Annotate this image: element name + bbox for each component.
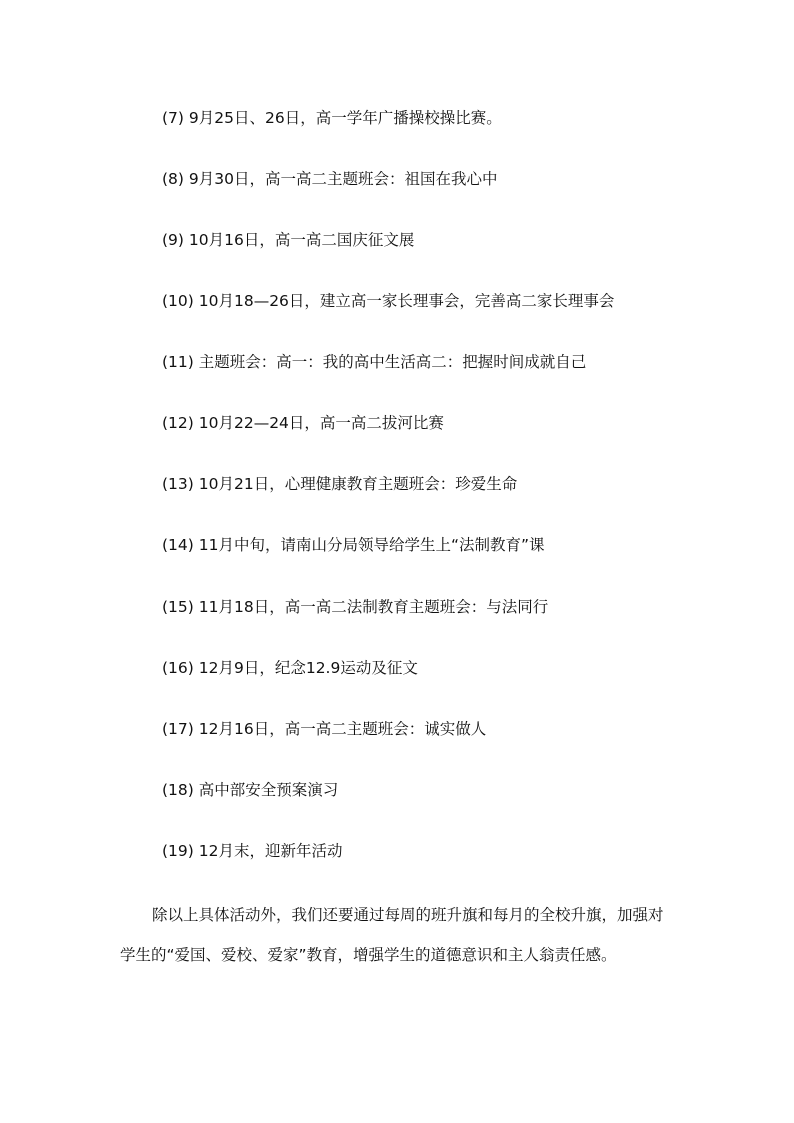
list-item: (11) 主题班会：高一：我的高中生活高二：把握时间成就自己	[162, 353, 587, 371]
list-item: (14) 11月中旬，请南山分局领导给学生上“法制教育”课	[162, 536, 545, 554]
list-item: (12) 10月22—24日，高一高二拔河比赛	[162, 414, 444, 432]
list-item: (7) 9月25日、26日，高一学年广播操校操比赛。	[162, 109, 502, 127]
closing-paragraph-line-1: 除以上具体活动外，我们还要通过每周的班升旗和每月的全校升旗，加强对	[152, 906, 664, 924]
list-item: (19) 12月末，迎新年活动	[162, 842, 343, 860]
list-item: (13) 10月21日，心理健康教育主题班会：珍爱生命	[162, 475, 518, 493]
list-item: (16) 12月9日，纪念12.9运动及征文	[162, 659, 418, 677]
list-item: (17) 12月16日，高一高二主题班会：诚实做人	[162, 720, 487, 738]
list-item: (15) 11月18日，高一高二法制教育主题班会：与法同行	[162, 598, 549, 616]
list-item: (18) 高中部安全预案演习	[162, 781, 339, 799]
closing-paragraph-line-2: 学生的“爱国、爱校、爱家”教育，增强学生的道德意识和主人翁责任感。	[120, 946, 617, 964]
list-item: (8) 9月30日，高一高二主题班会：祖国在我心中	[162, 170, 498, 188]
list-item: (9) 10月16日，高一高二国庆征文展	[162, 231, 415, 249]
list-item: (10) 10月18—26日，建立高一家长理事会，完善高二家长理事会	[162, 292, 615, 310]
